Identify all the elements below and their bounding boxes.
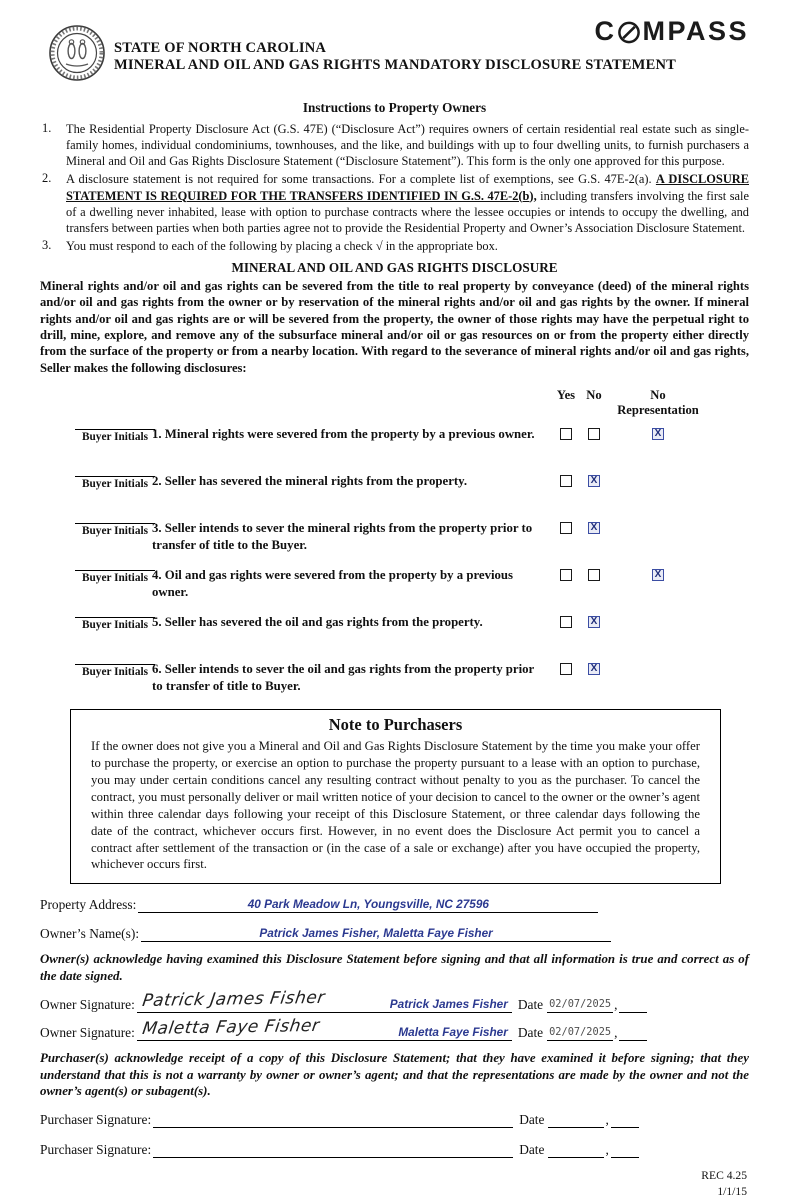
comma: , [614,996,618,1012]
disclosure-row-1 [40,426,749,464]
owners-names-field[interactable] [141,926,611,942]
owner-signature-date-field[interactable] [547,997,613,1013]
disclosure-paragraph: Mineral rights and/or oil and gas rights can be severed from the title to real property by conveyance (deed) of the mineral rights and/or oil and gas rights from the owner or by reservation of the mineral rights and/or oil and gas rights by the owner. If mineral rights and/or oil and gas rights are or will be severed from the property, the owner of those rights may have the perpetual right to drill, mine, explore, and remove any of the subsurface mineral and/or oil or gas resources on or from the property either directly from the surface of the property or from a nearby location. With regard to the severance of mineral rights and/or oil and gas rights, Seller makes the following disclosures: [40,279,749,375]
instruction-2-post: including transfers involving the first sale of a dwelling never inhabited, lease with option to purchase contracts where the lessee occupies or intends to occupy the dwelling, and transfers between parties when both parties agree not to provide the Residential Property and Owner’s Association Disclosure Statement. [66,188,749,235]
property-address-field[interactable] [138,897,598,913]
disclosure-item-text: 5. Seller has severed the oil and gas rights from the property. [152,615,483,630]
instruction-number: 3. [42,237,52,252]
date-label: Date [519,1142,545,1158]
note-body: If the owner does not give you a Mineral and Oil and Gas Rights Disclosure Statement by the time you make your offer to purchase the property, or exercise an option to purchase the property pursuant to a lease with an option to purchase, you may under certain conditions cancel any resulting contract without penalty to you as the purchaser. To cancel the contract, you must personally deliver or mail written notice of your decision to cancel to the owner or the owner’s agent within three calendar days following your receipt of this Disclosure Statement, or three calendar days following the date of the contract, whichever occurs first. However, in no event does the Disclosure Act permit you to cancel a contract after settlement of the transaction or (in the case of a sale or exchange) after you have occupied the property, whichever occurs first. [91,739,700,872]
instruction-item-3 [40,238,749,254]
disclosure-item-text: 4. Oil and gas rights were severed from the property by a previous owner. [152,568,514,599]
owner-signature-row-2 [40,1015,749,1041]
owner-signature-row-1 [40,987,749,1013]
form-revision-date: 1/1/15 [717,1185,747,1199]
buyer-initials-field[interactable]: Buyer Initials [75,476,155,490]
no-checkbox[interactable]: X [588,522,600,534]
purchaser-signature-field[interactable] [153,1114,513,1128]
instruction-item-1 [40,121,749,169]
yes-checkbox[interactable] [560,475,572,487]
owner-signature-label: Owner Signature: [40,996,135,1012]
instruction-2-underlined: A DISCLOSURE STATEMENT IS REQUIRED FOR THE TRANSFERS IDENTIFIED IN G.S. 47E-2(b), [66,172,749,203]
owner-signature-handwritten: Maletta Faye Fisher [140,1015,321,1039]
norep-checkbox[interactable]: X [652,428,664,440]
owner-signature-date-value: 02/07/2025 [549,1025,612,1038]
no-checkbox[interactable] [588,428,600,440]
instruction-text [66,171,749,236]
note-title: Note to Purchasers [328,715,463,735]
header [40,14,749,92]
owner-signature-printed-name: Patrick James Fisher [389,996,508,1011]
property-address-label: Property Address: [40,897,137,913]
owners-names-label: Owner’s Name(s): [40,926,140,942]
purchaser-signature-field[interactable] [153,1144,513,1158]
purchaser-signature-row-2 [40,1142,749,1158]
yes-checkbox[interactable] [560,428,572,440]
disclosure-row-2 [40,473,749,511]
disclosure-row-4 [40,567,749,605]
instruction-number: 2. [42,171,52,186]
purchaser-signature-label: Purchaser Signature: [40,1142,152,1158]
buyer-initials-field[interactable]: Buyer Initials [75,523,155,537]
no-checkbox[interactable]: X [588,616,600,628]
no-checkbox[interactable]: X [588,663,600,675]
form-footer [40,1168,749,1200]
instruction-text: You must respond to each of the following by placing a check √ in the appropriate box. [66,238,498,253]
owner-signature-label: Owner Signature: [40,1024,135,1040]
yes-checkbox[interactable] [560,663,572,675]
norep-column-header: No Representation [617,388,699,418]
instruction-2-pre: A disclosure statement is not required for some transactions. For a complete list of exemptions, see G.S. 47E-2(a). [66,172,656,187]
form-number: REC 4.25 [701,1169,747,1183]
disclosure-row-5 [40,614,749,652]
comma: , [614,1024,618,1040]
purchaser-signature-year-field[interactable] [611,1114,639,1128]
nc-real-estate-commission-seal-icon [48,24,106,87]
disclosure-item-text: 1. Mineral rights were severed from the property by a previous owner. [152,427,535,442]
no-checkbox[interactable] [588,569,600,581]
disclosure-heading: MINERAL AND OIL AND GAS RIGHTS DISCLOSURE [231,260,558,275]
yes-column-header: Yes [556,388,576,403]
disclosure-item-text: 6. Seller intends to sever the oil and gas rights from the property prior to transfer of title to Buyer. [152,662,534,693]
purchaser-signature-year-field[interactable] [611,1144,639,1158]
state-title: STATE OF NORTH CAROLINA [114,40,327,56]
instruction-text: The Residential Property Disclosure Act (G.S. 47E) (“Disclosure Act”) requires owners of certain residential real estate such as single-family homes, individual condominiums, townhouses, and the like, and buildings with up to four dwelling units, to furnish purchasers a Mineral and Oil and Gas Rights Disclosure Statement (“Disclosure Statement”). This form is the only one approved for this purpose. [66,122,749,169]
purchaser-signature-date-field[interactable] [548,1114,604,1128]
comma: , [605,1142,609,1158]
norep-checkbox[interactable]: X [652,569,664,581]
buyer-initials-field[interactable]: Buyer Initials [75,617,155,631]
owner-acknowledgment: Owner(s) acknowledge having examined this Disclosure Statement before signing and that all information is true and correct as of the date signed. [40,952,749,984]
form-title: MINERAL AND OIL AND GAS RIGHTS MANDATORY DISCLOSURE STATEMENT [114,57,676,73]
compass-logo [594,16,749,47]
buyer-initials-field[interactable]: Buyer Initials [75,429,155,443]
date-label: Date [517,1024,544,1040]
instruction-item-2 [40,171,749,236]
no-column-header: No [586,388,602,403]
owner-signature-year-field[interactable] [619,999,647,1013]
compass-logo-rest: MPASS [642,16,749,46]
buyer-initials-field[interactable]: Buyer Initials [75,570,155,584]
purchaser-signature-date-field[interactable] [548,1144,604,1158]
property-address-value: 40 Park Meadow Ln, Youngsville, NC 27596 [247,897,489,912]
purchaser-signature-row-1 [40,1112,749,1128]
no-checkbox[interactable]: X [588,475,600,487]
owner-signature-year-field[interactable] [619,1027,647,1041]
owner-signature-handwritten: Patrick James Fisher [140,987,327,1011]
instructions-heading: Instructions to Property Owners [302,100,487,115]
disclosure-item-text: 2. Seller has severed the mineral rights from the property. [152,474,468,489]
comma: , [605,1112,609,1128]
owner-signature-field[interactable] [137,1015,512,1041]
disclosure-item-text: 3. Seller intends to sever the mineral rights from the property prior to transfer of title to the Buyer. [152,521,533,552]
compass-logo-c: C [594,16,617,46]
compass-o-icon [617,20,641,44]
owner-signature-date-field[interactable] [547,1025,613,1041]
disclosure-row-3 [40,520,749,558]
disclosure-rows [40,426,749,699]
instruction-number: 1. [42,121,52,135]
instructions-list [40,121,749,254]
disclosure-row-6 [40,661,749,699]
note-to-purchasers-box [70,709,721,884]
owner-signature-field[interactable] [137,987,512,1013]
response-column-headers [40,376,749,418]
owners-names-row [40,926,749,942]
owner-signature-date-value: 02/07/2025 [549,997,612,1010]
yes-checkbox[interactable] [560,616,572,628]
purchaser-acknowledgment: Purchaser(s) acknowledge receipt of a copy of this Disclosure Statement; that they have examined it before signing; that they understand that this is not a warranty by owner or owner’s agent; and that the representations are made by the owner and not the owner’s agent(s) or subagent(s). [40,1050,749,1099]
yes-checkbox[interactable] [560,569,572,581]
date-label: Date [519,1112,545,1128]
buyer-initials-field[interactable]: Buyer Initials [75,664,155,678]
purchaser-signature-label: Purchaser Signature: [40,1112,152,1128]
property-address-row [40,897,749,913]
yes-checkbox[interactable] [560,522,572,534]
owners-names-value: Patrick James Fisher, Maletta Faye Fisher [259,926,493,941]
date-label: Date [517,996,544,1012]
owner-signature-printed-name: Maletta Faye Fisher [398,1024,508,1039]
